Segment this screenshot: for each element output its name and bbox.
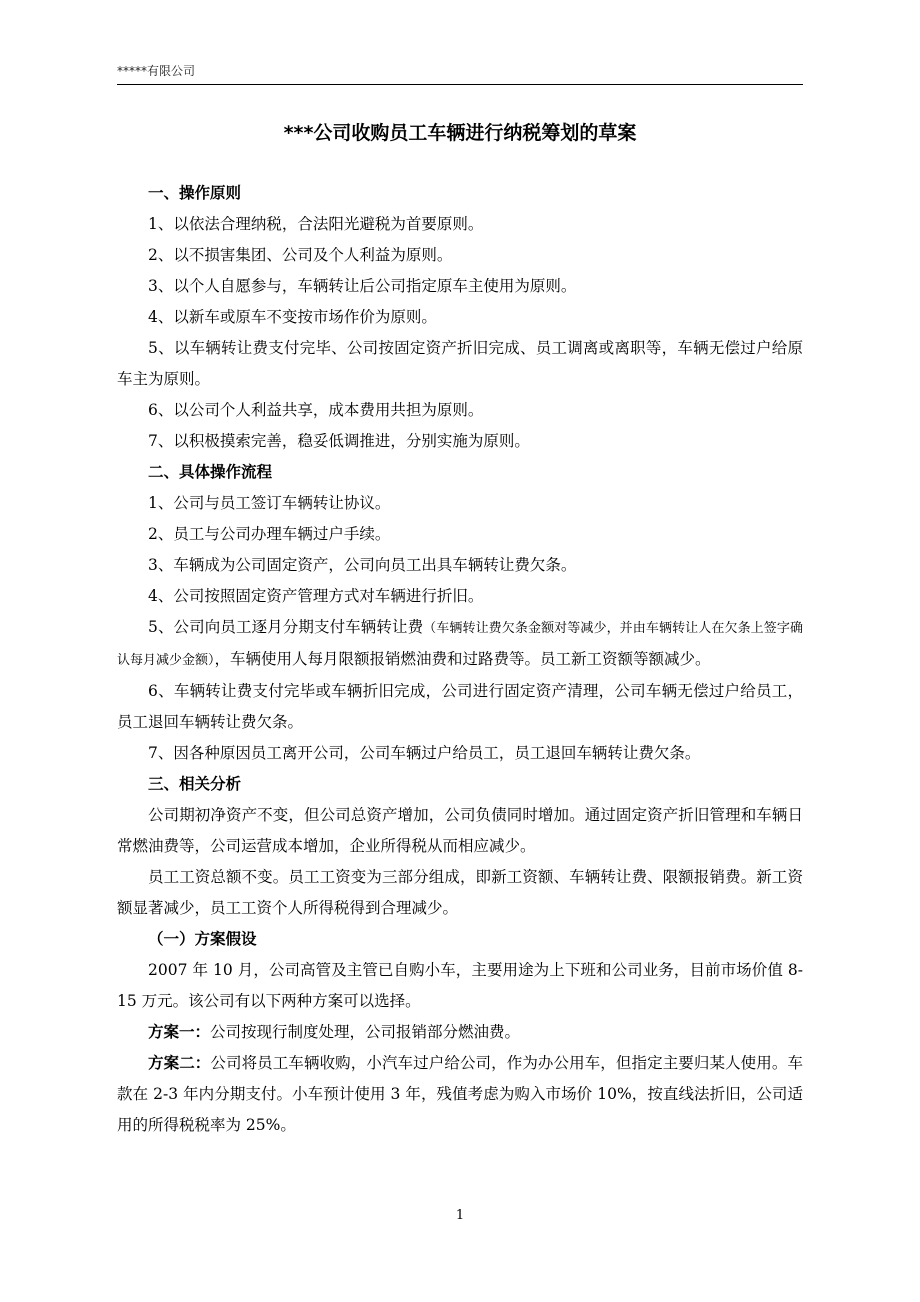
header-rule (117, 84, 803, 85)
plan-1-label: 方案一： (148, 1023, 211, 1041)
document-body (117, 178, 803, 1141)
document-title: ***公司收购员工车辆进行纳税筹划的草案 (283, 122, 637, 144)
principle-6: 6、以公司个人利益共享，成本费用共担为原则。 (148, 401, 484, 419)
process-5 (117, 612, 803, 676)
process-5-main: 5、公司向员工逐月分期支付车辆转让费 (148, 618, 424, 636)
principle-5: 5、以车辆转让费支付完毕、公司按固定资产折旧完成、员工调离或离职等，车辆无偿过户给原车主为原则。 (117, 339, 803, 388)
subsection-heading-assumption: （一）方案假设 (148, 930, 257, 948)
principle-7: 7、以积极摸索完善，稳妥低调推进，分别实施为原则。 (148, 432, 530, 450)
plan-1-text: 公司按现行制度处理，公司报销部分燃油费。 (210, 1023, 521, 1041)
principle-2: 2、以不损害集团、公司及个人利益为原则。 (148, 246, 453, 264)
page-number: 1 (455, 1208, 465, 1223)
principle-3: 3、以个人自愿参与，车辆转让后公司指定原车主使用为原则。 (148, 277, 577, 295)
plan-1 (117, 1017, 803, 1048)
principle-1: 1、以依法合理纳税，合法阳光避税为首要原则。 (148, 215, 484, 233)
analysis-paragraph-1: 公司期初净资产不变，但公司总资产增加，公司负债同时增加。通过固定资产折旧管理和车辆日常燃油费等，公司运营成本增加，企业所得税从而相应减少。 (117, 806, 803, 855)
section-heading-principles: 一、操作原则 (148, 184, 242, 202)
process-4: 4、公司按照固定资产管理方式对车辆进行折旧。 (148, 587, 484, 605)
process-3: 3、车辆成为公司固定资产，公司向员工出具车辆转让费欠条。 (148, 556, 577, 574)
process-1: 1、公司与员工签订车辆转让协议。 (148, 494, 391, 512)
section-heading-analysis: 三、相关分析 (148, 775, 242, 793)
process-2: 2、员工与公司办理车辆过户手续。 (148, 525, 391, 543)
assumption-paragraph: 2007 年 10 月，公司高管及主管已自购小车，主要用途为上下班和公司业务，目前市场价值 8-15 万元。该公司有以下两种方案可以选择。 (117, 961, 803, 1010)
principle-4: 4、以新车或原车不变按市场作价为原则。 (148, 308, 437, 326)
plan-2-text: 公司将员工车辆收购，小汽车过户给公司，作为办公用车，但指定主要归某人使用。车款在 2-3 年内分期支付。小车预计使用 3 年，残值考虑为购入市场价 10%，按直线法折旧，公司适用的所得税税率为 25%。 (117, 1054, 803, 1134)
section-heading-process: 二、具体操作流程 (148, 463, 273, 481)
plan-2-label: 方案二： (148, 1054, 211, 1072)
process-5-note: （车辆转让费欠条金额对等减少，并由车辆转让人在欠条上签字确认每月减少金额） (117, 621, 803, 668)
process-7: 7、因各种原因员工离开公司，公司车辆过户给员工，员工退回车辆转让费欠条。 (148, 744, 701, 762)
analysis-paragraph-2: 员工工资总额不变。员工工资变为三部分组成，即新工资额、车辆转让费、限额报销费。新工资额显著减少，员工工资个人所得税得到合理减少。 (117, 868, 803, 917)
process-5-rest: ，车辆使用人每月限额报销燃油费和过路费等。员工新工资额等额减少。 (214, 650, 711, 668)
process-6: 6、车辆转让费支付完毕或车辆折旧完成，公司进行固定资产清理，公司车辆无偿过户给员工，员工退回车辆转让费欠条。 (117, 682, 803, 731)
plan-2 (117, 1048, 803, 1141)
page-header-company: *****有限公司 (117, 64, 196, 78)
